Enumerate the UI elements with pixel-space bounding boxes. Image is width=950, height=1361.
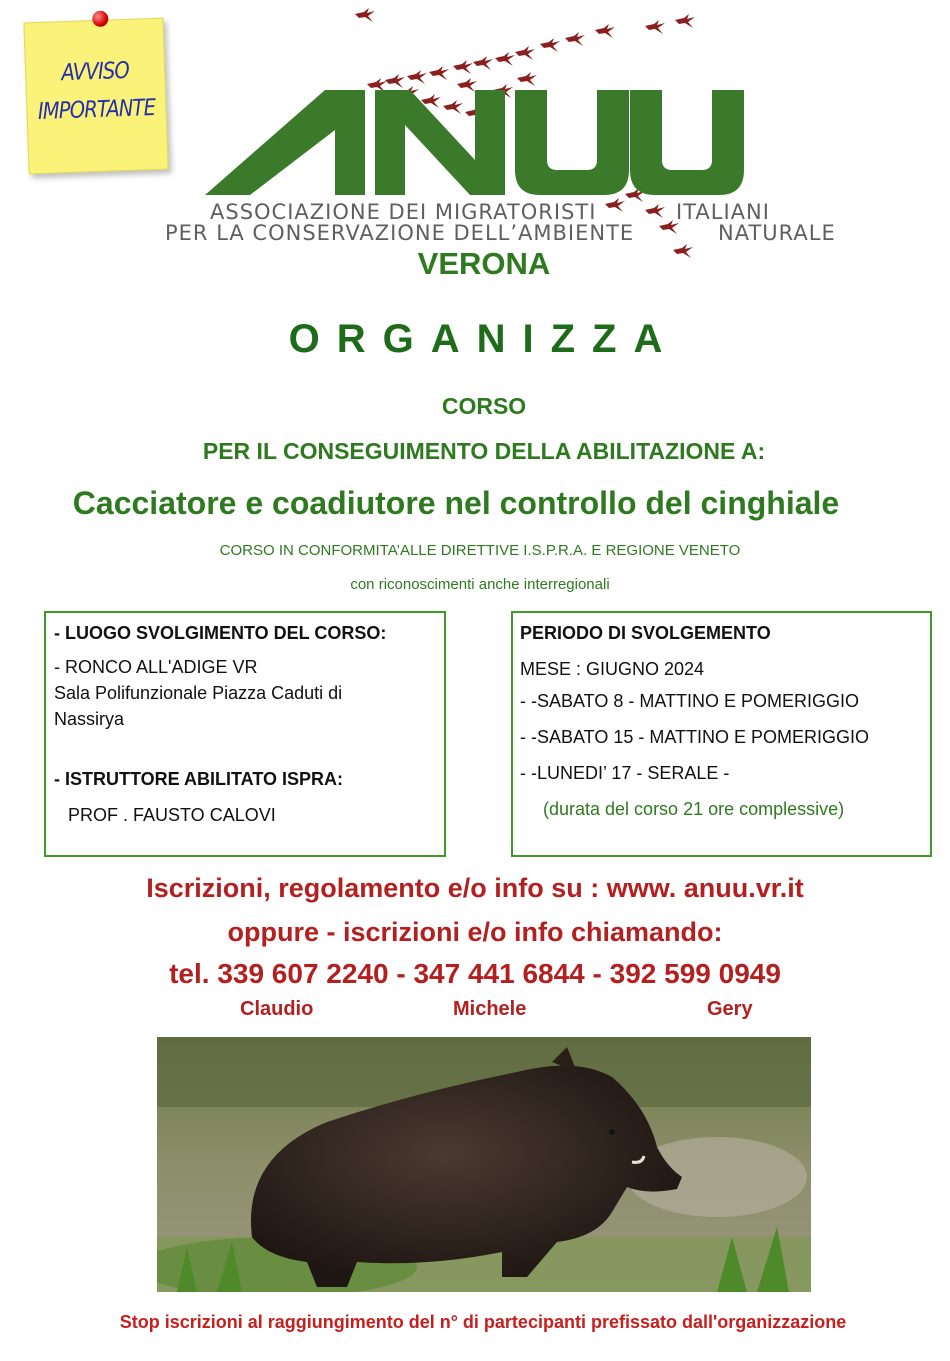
period-box — [511, 611, 932, 857]
logo-subtitle-1-left: ASSOCIAZIONE DEI MIGRATORISTI — [210, 200, 597, 224]
location-venue-1: Sala Polifunzionale Piazza Caduti di — [54, 683, 343, 703]
logo-subtitle-2-right: NATURALE — [718, 221, 836, 245]
instructor-name: PROF . FAUSTO CALOVI — [68, 805, 276, 825]
course-title: Cacciatore e coadiutore nel controllo del cinghiale — [72, 485, 840, 521]
period-date-1: - -SABATO 8 - MATTINO E POMERIGGIO — [520, 691, 860, 711]
conformita-text: CORSO IN CONFORMITA’ALLE DIRETTIVE I.S.P.R.A. E REGIONE VENETO — [219, 542, 741, 559]
logo-subtitle-1-right: ITALIANI — [676, 200, 770, 224]
note-line-1: AVVISO — [60, 57, 130, 87]
logo-city: VERONA — [417, 246, 551, 281]
organizza-heading: ORGANIZZA — [288, 317, 680, 361]
pushpin-icon — [92, 11, 109, 28]
wild-boar-photo — [157, 1037, 811, 1292]
stop-registration-notice: Stop iscrizioni al raggiungimento del n° di partecipanti prefissato dall'organizzazione — [119, 1312, 847, 1332]
info-line: Iscrizioni, regolamento e/o info su : www. anuu.vr.it — [146, 873, 804, 903]
period-heading: PERIODO DI SVOLGEMENTO — [520, 623, 771, 643]
logo-subtitle-2-left: PER LA CONSERVAZIONE DELL’AMBIENTE — [165, 221, 635, 245]
riconoscimenti-text: con riconoscimenti anche interregionali — [350, 576, 610, 593]
period-date-2: - -SABATO 15 - MATTINO E POMERIGGIO — [520, 727, 870, 747]
contact-name-1: Claudio — [240, 998, 314, 1020]
sticky-note — [23, 18, 168, 175]
instructor-heading: - ISTRUTTORE ABILITATO ISPRA: — [54, 769, 343, 789]
corso-heading: CORSO — [441, 393, 527, 419]
phone-line: tel. 339 607 2240 - 347 441 6844 - 392 599 0949 — [169, 958, 781, 989]
anuu-logo — [205, 80, 765, 200]
location-venue-2: Nassirya — [54, 709, 125, 729]
contact-name-2: Michele — [453, 998, 527, 1020]
oppure-line: oppure - iscrizioni e/o info chiamando: — [227, 917, 723, 947]
period-month: MESE : GIUGNO 2024 — [520, 659, 705, 679]
abilitazione-heading: PER IL CONSEGUIMENTO DELLA ABILITAZIONE A: — [202, 438, 766, 464]
period-date-3: - -LUNEDI’ 17 - SERALE - — [520, 763, 730, 783]
contact-name-3: Gery — [707, 998, 753, 1020]
note-line-2: IMPORTANTE — [37, 94, 156, 126]
location-place: - RONCO ALL'ADIGE VR — [54, 657, 258, 677]
location-heading: - LUOGO SVOLGIMENTO DEL CORSO: — [54, 623, 387, 643]
location-box — [44, 611, 446, 857]
period-duration: (durata del corso 21 ore complessive) — [543, 799, 845, 819]
